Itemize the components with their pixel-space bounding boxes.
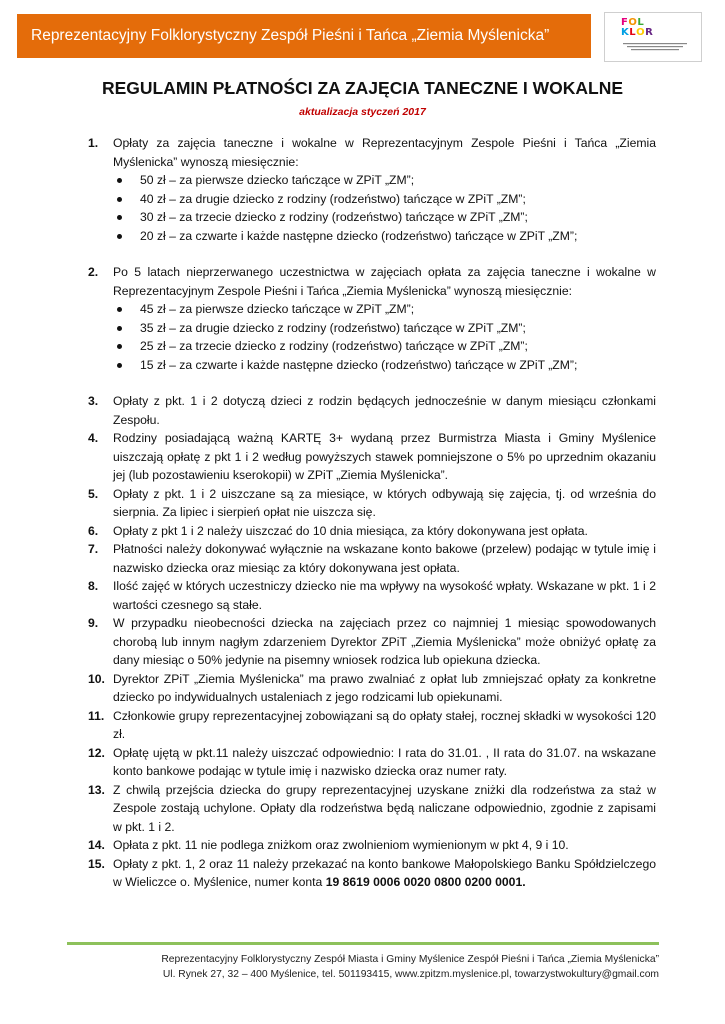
item-number: 15. (88, 856, 105, 871)
item-text: Płatności należy dokonywać wyłącznie na wskazane konto bakowe (przelew) podając w tytule imię i nazwisko dziecka oraz miesiąc za który dokonywana jest opłata. (113, 542, 656, 575)
regulation-item (88, 392, 656, 429)
item-text: Rodziny posiadającą ważną KARTĘ 3+ wydaną przez Burmistrza Miasta i Gminy Myślenice uiszczają opłatę z pkt 1 i 2 według powyższych stawek pomniejszone o 5% po uprzednim okazaniu jej (lub pozostawieniu kserokopii) w ZPiT „Ziemia Myślenicka”. (113, 431, 656, 482)
regulation-item (88, 429, 656, 485)
fee-item: 35 zł – za drugie dziecko z rodziny (rodzeństwo) tańczące w ZPiT „ZM”; (88, 319, 656, 338)
item-number: 7. (88, 542, 99, 556)
item-number: 14. (88, 838, 105, 852)
regulation-item (88, 614, 656, 670)
footer (67, 952, 659, 982)
header-bar (17, 14, 591, 58)
item-number: 13. (88, 782, 105, 797)
regulation-item (88, 707, 656, 744)
account-number: 19 8619 0006 0020 0800 0200 0001. (325, 875, 526, 889)
regulation-item (88, 263, 656, 300)
item-number: 10. (88, 671, 105, 686)
item-text: Opłaty z pkt. 1, 2 oraz 11 należy przekazać na konto bankowe Małopolskiego Banku Spółdzielczego w Wieliczce o. Myślenice, numer konta (113, 856, 656, 889)
footer-divider (67, 942, 659, 945)
fee-list (88, 171, 656, 245)
page-title: REGULAMIN PŁATNOŚCI ZA ZAJĘCIA TANECZNE I WOKALNE (101, 78, 624, 98)
item-text: Opłaty z pkt 1 i 2 należy uiszczać do 10 dnia miesiąca, za który dokonywana jest opłata. (113, 523, 588, 538)
regulation-item (88, 134, 656, 171)
logo-letter: L (637, 17, 645, 28)
regulation-item (88, 577, 656, 614)
item-text: Z chwilą przejścia dziecka do grupy reprezentacyjnej uzyskane zniżki dla rodzeństwa za staż w Zespole zostają uchylone. Opłaty dla rodzeństwa będą naliczane odpowiednio, zgodnie z zapisami w pkt. 1 i 2. (113, 782, 656, 834)
section-gap (88, 245, 656, 263)
item-text: Opłaty z pkt. 1 i 2 uiszczane są za miesiące, w których odbywają się zajęcia, tj. od września do sierpnia. Za lipiec i sierpień opłat nie uiszcza się. (113, 486, 656, 519)
regulation-item (88, 522, 656, 541)
fee-item: 15 zł – za czwarte i każde następne dziecko (rodzeństwo) tańczące w ZPiT „ZM”; (88, 356, 656, 375)
logo-letter: L (629, 27, 637, 38)
logo-letter: O (628, 17, 638, 28)
logo-letter: F (621, 17, 629, 28)
item-text: Członkowie grupy reprezentacyjnej zobowiązani są do opłaty stałej, rocznej składki w wysokości 120 zł. (113, 708, 656, 741)
regulation-item (88, 781, 656, 837)
item-text: W przypadku nieobecności dziecka na zajęciach przez co najmniej 1 miesiąc spowodowanych chorobą lub innym nagłym zdarzeniem Dyrektor ZPiT „Ziemia Myślenicka” może obniżyć opłatę za dany miesiąc o 50% jedynie na pisemny wniosek rodzica lub opiekuna dziecka. (113, 616, 656, 667)
item-text: Opłata z pkt. 11 nie podlega zniżkom oraz zwolnieniom wymienionym w pkt 4, 9 i 10. (113, 838, 569, 852)
org-name: Reprezentacyjny Folklorystyczny Zespół Pieśni i Tańca „Ziemia Myślenicka” (31, 27, 550, 44)
item-number: 5. (88, 486, 99, 501)
fee-item: 20 zł – za czwarte i każde następne dziecko (rodzeństwo) tańczące w ZPiT „ZM”; (88, 227, 656, 246)
regulation-item (88, 670, 656, 707)
item-text: Dyrektor ZPiT „Ziemia Myślenicka” ma prawo zwalniać z opłat lub zmniejszać opłaty za konkretne dziecko po indywidualnych ustaleniach z jego rodzicami lub opiekunami. (113, 671, 656, 704)
fee-item: 50 zł – za pierwsze dziecko tańczące w ZPiT „ZM”; (88, 171, 656, 190)
fee-item: 45 zł – za pierwsze dziecko tańczące w ZPiT „ZM”; (88, 300, 656, 319)
item-number: 6. (88, 523, 99, 538)
fee-item: 40 zł – za drugie dziecko z rodziny (rodzeństwo) tańczące w ZPiT „ZM”; (88, 190, 656, 209)
section-gap (88, 374, 656, 392)
item-text: Opłatę ujętą w pkt.11 należy uiszczać odpowiednio: I rata do 31.01. , II rata do 31.07. na wskazane konto bankowe podając w tytule imię i nazwisko dziecka oraz numer raty. (113, 745, 656, 778)
item-text: Po 5 latach nieprzerwanego uczestnictwa w zajęciach opłata za zajęcia taneczne i wokalne w Reprezentacyjnym Zespole Pieśni i Tańca „Ziemia Myślenicka” wynoszą miesięcznie: (113, 265, 656, 298)
item-number: 9. (88, 616, 99, 630)
regulation-item (88, 540, 656, 577)
regulation-item (88, 744, 656, 781)
footer-contact: Ul. Rynek 27, 32 – 400 Myślenice, tel. 501193415, www.zpitzm.myslenice.pl, towarzystwokultury@gmail.com (162, 969, 659, 980)
item-text: Opłaty z pkt. 1 i 2 dotyczą dzieci z rodzin będących jednocześnie w danym miesiącu członkami Zespołu. (113, 394, 656, 427)
fee-list (88, 300, 656, 374)
item-text: Ilość zajęć w których uczestniczy dziecko nie ma wpływy na wysokość wpłaty. Wskazane w pkt. 1 i 2 wartości czesnego są stałe. (113, 579, 656, 612)
footer-org: Reprezentacyjny Folklorystyczny Zespół Miasta i Gminy Myślenice Zespół Pieśni i Tańca „Ziemia Myślenicka” (161, 954, 659, 965)
item-number: 11. (88, 708, 105, 723)
folklor-logo (604, 12, 702, 62)
fee-item: 30 zł – za trzecie dziecko z rodziny (rodzeństwo) tańczące w ZPiT „ZM”; (88, 208, 656, 227)
regulation-item (88, 485, 656, 522)
item-number: 2. (88, 265, 99, 279)
logo-letter: R (645, 27, 654, 38)
item-number: 1. (88, 136, 99, 150)
item-number: 4. (88, 431, 99, 445)
item-text: Opłaty za zajęcia taneczne i wokalne w Reprezentacyjnym Zespole Pieśni i Tańca „Ziemia Myślenicka” wynoszą miesięcznie: (113, 136, 656, 169)
logo-letter: O (636, 27, 646, 38)
regulation-item (88, 855, 656, 892)
logo-letter: K (621, 27, 630, 38)
item-number: 3. (88, 394, 99, 408)
regulation-list (88, 134, 656, 892)
logo-wordmark (621, 18, 653, 38)
item-number: 8. (88, 579, 99, 593)
item-number: 12. (88, 745, 105, 760)
update-note: aktualizacja styczeń 2017 (299, 106, 426, 118)
fee-item: 25 zł – za trzecie dziecko z rodziny (rodzeństwo) tańczące w ZPiT „ZM”; (88, 337, 656, 356)
regulation-item (88, 836, 656, 855)
logo-fineprint (619, 42, 691, 53)
